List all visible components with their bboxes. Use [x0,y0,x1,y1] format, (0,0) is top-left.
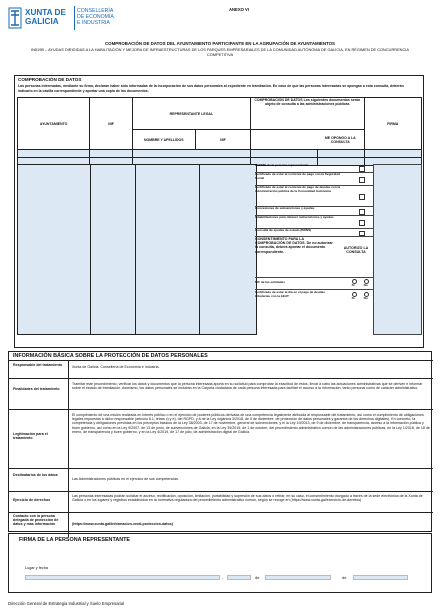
proteccion-rows [9,360,433,537]
input-nif2[interactable] [250,150,317,158]
doc-row: Certificado de estar al corriente de pago de deudas con la Administración pública de la Comunidad Autónoma [255,186,373,207]
doc-row: Consulta de ayudas de estado (BDNS) [255,229,373,237]
col-comprobacion: COMPROBACIÓN DE DATOS Los siguientes documentos serán objeto de consulta a las administraciones públicas [250,98,364,130]
proteccion-section [8,351,432,532]
si-option[interactable]: Sí [352,279,357,288]
opongo-checkbox[interactable] [359,166,365,172]
input-nif2[interactable] [200,165,257,335]
proteccion-row: Destinatarios de los datos Las Administraciones públicas en el ejercicio de sus competencias. [9,468,433,491]
consellaria-name: CONSELLERÍA DE ECONOMÍA E INDUSTRIA [77,8,114,27]
input-nombre[interactable] [135,165,199,335]
xunta-logo [8,6,114,32]
proteccion-row: Contacto con la persona delegada de protección de datos y más información (https://www.xunta.gal/informacion-xeral-proteccion-datos) [9,512,433,537]
col-nif2: NIF [195,130,250,150]
no-option[interactable]: No [364,279,369,288]
page-title: COMPROBACIÓN DE DATOS DEL AYUNTAMIENTO PARTICIPANTE EN LA AGRUPACIÓN DE AYUNTAMIENTOS [105,41,335,46]
col-me-opongo: ME OPONGO A LA CONSULTA [317,130,364,150]
comprobacion-table [17,97,422,166]
comprobacion-section [14,75,424,348]
xunta-shield-icon [8,7,22,29]
docs-list [255,164,373,304]
footer-text: Dirección General de Estrategia Industrial y Suelo Empresarial [8,601,125,606]
col-nif: NIF [90,98,132,150]
lugar-input[interactable] [25,575,220,580]
col-ayuntamiento: AYUNTAMIENTO [18,98,90,150]
input-ayuntamiento[interactable] [18,165,91,335]
doc-row: Certificado de estar al corriente de pago con la Seguridad Social [255,173,373,186]
proteccion-row: Finalidades del tratamiento Tramitar este procedimiento, verificar los datos y documentos que la persona interesada aporta en su solicitud para comprobar la exactitud de éstos, llevar a cabo las actuaciones administrativas que se deriven e informar sobre el estado de tramitación. Asimismo, los datos personales se incluirán en la Carpeta ciudadana de cada persona interesada para facilitar el acceso a la información, tanto personal como de carácter administrativo. [9,378,433,409]
opongo-checkbox[interactable] [359,220,365,226]
logo-text: XUNTA DE GALICIA [25,8,66,26]
col-firma: FIRMA [364,98,421,150]
opongo-checkbox[interactable] [359,177,365,183]
input-firma[interactable] [364,150,421,158]
input-firma[interactable] [373,164,422,335]
firma-heading: FIRMA DE LA PERSONA REPRESENTANTE [19,537,131,543]
input-nif[interactable] [91,165,135,335]
doc-row: DNI/NIE de la persona representante [255,164,373,173]
no-option[interactable]: No [364,292,369,301]
section-intro: Las personas interesadas, mediante su firma, declaran haber sido informadas de la incorporación de sus datos personales al expediente en tramitación. En caso de que las personas interesadas se opongan a esta consulta, deberán indicarlo en la casilla correspondiente y aportar una copia de los documentos. [18,84,404,93]
ano-input[interactable] [353,575,408,580]
doc-row: Inhabilitaciones para obtener subvenciones y ayudas [255,216,373,229]
col-nombre: NOMBRE Y APELLIDOS [132,130,195,150]
doc-row: Concesiones de subvenciones y ayudas [255,207,373,216]
page-subtitle: IN519B – AYUDAS DIRIGIDAS A LA HABILITACIÓN Y MEJORA DE INFRAESTRUCTURAS DE LOS PARQUES EMPRESARIALES DE LA COMUNIDAD AUTÓNOMA DE GALICIA, EN RÉGIMEN DE CONCURRENCIA COMPETITIVA [31,47,409,58]
opongo-checkbox[interactable] [359,194,365,200]
de-label: de [255,575,260,580]
logo-divider [74,6,75,30]
lugar-label: Lugar y fecha [25,566,49,570]
de-label: de [342,575,347,580]
col-rep-legal: REPRESENTANTE LEGAL [132,98,250,130]
proteccion-row: Responsable del tratamiento Xunta de Galicia. Consellería de Economía e Industria. [9,360,433,378]
input-nombre[interactable] [132,150,250,158]
input-ayuntamiento[interactable] [18,150,90,158]
input-nif[interactable] [90,150,132,158]
proteccion-row: Ejercicio de derechos Las personas interesadas podrán solicitar el acceso, rectificación, oposición, limitación, portabilidad y supresión de sus datos o retirar, en su caso, el consentimiento otorgado a través de la sede electrónica de la Xunta de Galicia o en los lugares y registros establecidos en la normativa reguladora del procedimiento administrativo común, según se recoge en (https://www.xunta.gal/exercicio-de-dereitos) [9,491,433,512]
consent-doc-row: NIF de las entidades Sí No [255,278,373,290]
annex-label: ANEXO VI [229,7,250,12]
proteccion-heading: INFORMACIÓN BÁSICA SOBRE LA PROTECCIÓN DE DATOS PERSONALES [13,353,208,359]
repeat-rows [17,164,257,335]
mes-input[interactable] [265,575,331,580]
consent-row: CONSENTIMIENTO PARA LA COMPROBACIÓN DE DATOS. De no autorizar la consulta, deberá aportar el documento correspondiente. AUTORIZO LA CONSULTA [255,237,373,278]
section-heading: COMPROBACIÓN DE DATOS [18,77,82,82]
firma-section [8,533,432,593]
si-option[interactable]: Sí [352,292,357,301]
lugar-separator: , [222,575,224,580]
proteccion-row: Legitimación para el tratamiento El cumplimiento de una misión realizada en interés público o en el ejercicio de poderes públicos derivada de una competencia legalmente atribuida al responsable del tratamiento, así como el cumplimiento de obligaciones legales impuestas a dicho responsable (artículo 6.1, letras c) y e), del RGPD, y 8 de la Ley orgánica 3/2018, de 5 de diciembre, de protección de datos personales y garantía de los derechos digitales). En concreto, la competencia y obligaciones previstas en los preceptos básicos de la Ley 38/2003, de 17 de noviembre, general de subvenciones, y el la Ley 19/2013, de 9 de diciembre, de transparencia, acceso a la información pública y buen gobierno, así como en la Ley 9/2007, de 13 de junio, de subvenciones de Galicia, en la Ley 39/2015, de 1 de octubre, del procedimiento administrativo común de las administraciones públicas, en la Ley 1/2016, de 18 de enero, de transparencia y buen gobierno, y en la Ley 4/2019, de 17 de julio, de administración digital de Galicia. [9,409,433,468]
dia-input[interactable] [227,575,251,580]
opongo-checkbox[interactable] [359,231,365,237]
opongo-checkbox[interactable] [359,209,365,215]
consent-doc-row: Certificado de estar al día en el pago de deudas tributarias con la AEAT Sí No [255,290,368,301]
